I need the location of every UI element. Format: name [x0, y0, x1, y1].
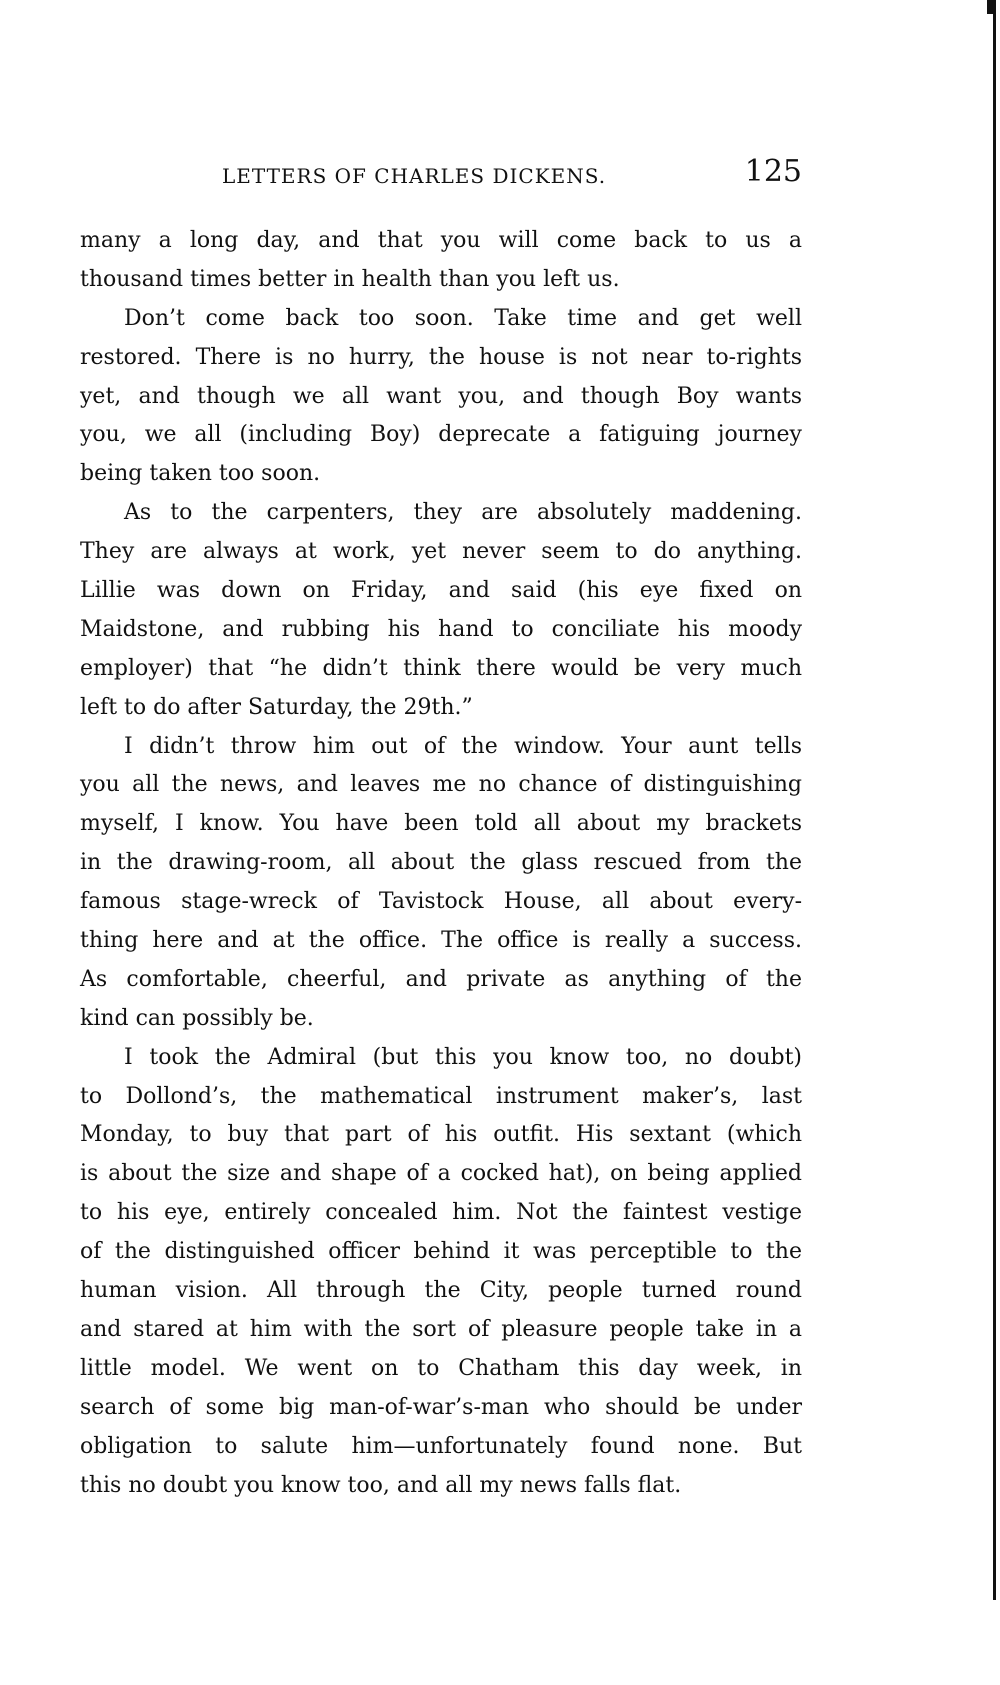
text-line: Maidstone, and rubbing his hand to conciliate his moody — [80, 616, 802, 642]
text-line: being taken too soon. — [80, 461, 321, 487]
text-line: Lillie was down on Friday, and said (his eye fixed on — [80, 578, 802, 604]
text-line: to Dollond’s, the mathematical instrument maker’s, last — [80, 1083, 802, 1109]
text-line: Monday, to buy that part of his outfit. His sextant (which — [80, 1122, 802, 1148]
text-line: human vision. All through the City, people turned round — [80, 1278, 802, 1304]
page-edge-rule — [993, 0, 996, 1600]
paragraph-3 — [80, 494, 802, 727]
text-line: and stared at him with the sort of pleasure people take in a — [80, 1316, 802, 1342]
text-line: is about the size and shape of a cocked hat), on being applied — [80, 1161, 802, 1187]
text-line: I took the Admiral (but this you know too, no doubt) — [124, 1044, 802, 1070]
text-line: thousand times better in health than you left us. — [80, 266, 620, 292]
text-line: myself, I know. You have been told all about my brackets — [80, 811, 802, 837]
text-line: famous stage-wreck of Tavistock House, all about every- — [80, 889, 802, 915]
paragraph-5 — [80, 1039, 802, 1506]
text-line: employer) that “he didn’t think there would be very much — [80, 655, 802, 681]
body-text — [80, 222, 802, 1505]
text-line: of the distinguished officer behind it was perceptible to the — [80, 1239, 802, 1265]
text-line: many a long day, and that you will come back to us a — [80, 228, 802, 253]
paragraph-1 — [80, 222, 802, 300]
text-line: yet, and though we all want you, and though Boy wants — [80, 383, 802, 409]
text-line: I didn’t throw him out of the window. Your aunt tells — [124, 733, 802, 759]
text-line: Don’t come back too soon. Take time and get well — [124, 305, 802, 331]
text-line: As to the carpenters, they are absolutely maddening. — [124, 500, 802, 526]
text-line: thing here and at the office. The office is really a success. — [80, 928, 802, 954]
page-edge-tick — [987, 0, 996, 14]
text-line: They are always at work, yet never seem to do anything. — [80, 539, 802, 565]
text-line: you, we all (including Boy) deprecate a fatiguing journey — [80, 422, 802, 448]
running-head — [80, 152, 802, 192]
text-line: in the drawing-room, all about the glass rescued from the — [80, 850, 802, 876]
text-line: you all the news, and leaves me no chance of distinguishing — [80, 772, 802, 798]
paragraph-2 — [80, 300, 802, 494]
text-line: to his eye, entirely concealed him. Not the faintest vestige — [80, 1200, 802, 1226]
text-line: restored. There is no hurry, the house is not near to-rights — [80, 344, 802, 370]
text-line: kind can possibly be. — [80, 1005, 314, 1031]
page-number: 125 — [744, 154, 802, 189]
text-line: As comfortable, cheerful, and private as anything of the — [80, 966, 802, 992]
text-line: obligation to salute him—unfortunately found none. But — [80, 1433, 802, 1459]
running-title: LETTERS OF CHARLES DICKENS. — [222, 164, 607, 188]
text-line: little model. We went on to Chatham this day week, in — [80, 1355, 802, 1381]
paragraph-4 — [80, 728, 802, 1039]
text-line: search of some big man-of-war’s-man who should be under — [80, 1394, 802, 1420]
text-line: this no doubt you know too, and all my news falls flat. — [80, 1472, 682, 1498]
text-line: left to do after Saturday, the 29th.” — [80, 694, 473, 720]
